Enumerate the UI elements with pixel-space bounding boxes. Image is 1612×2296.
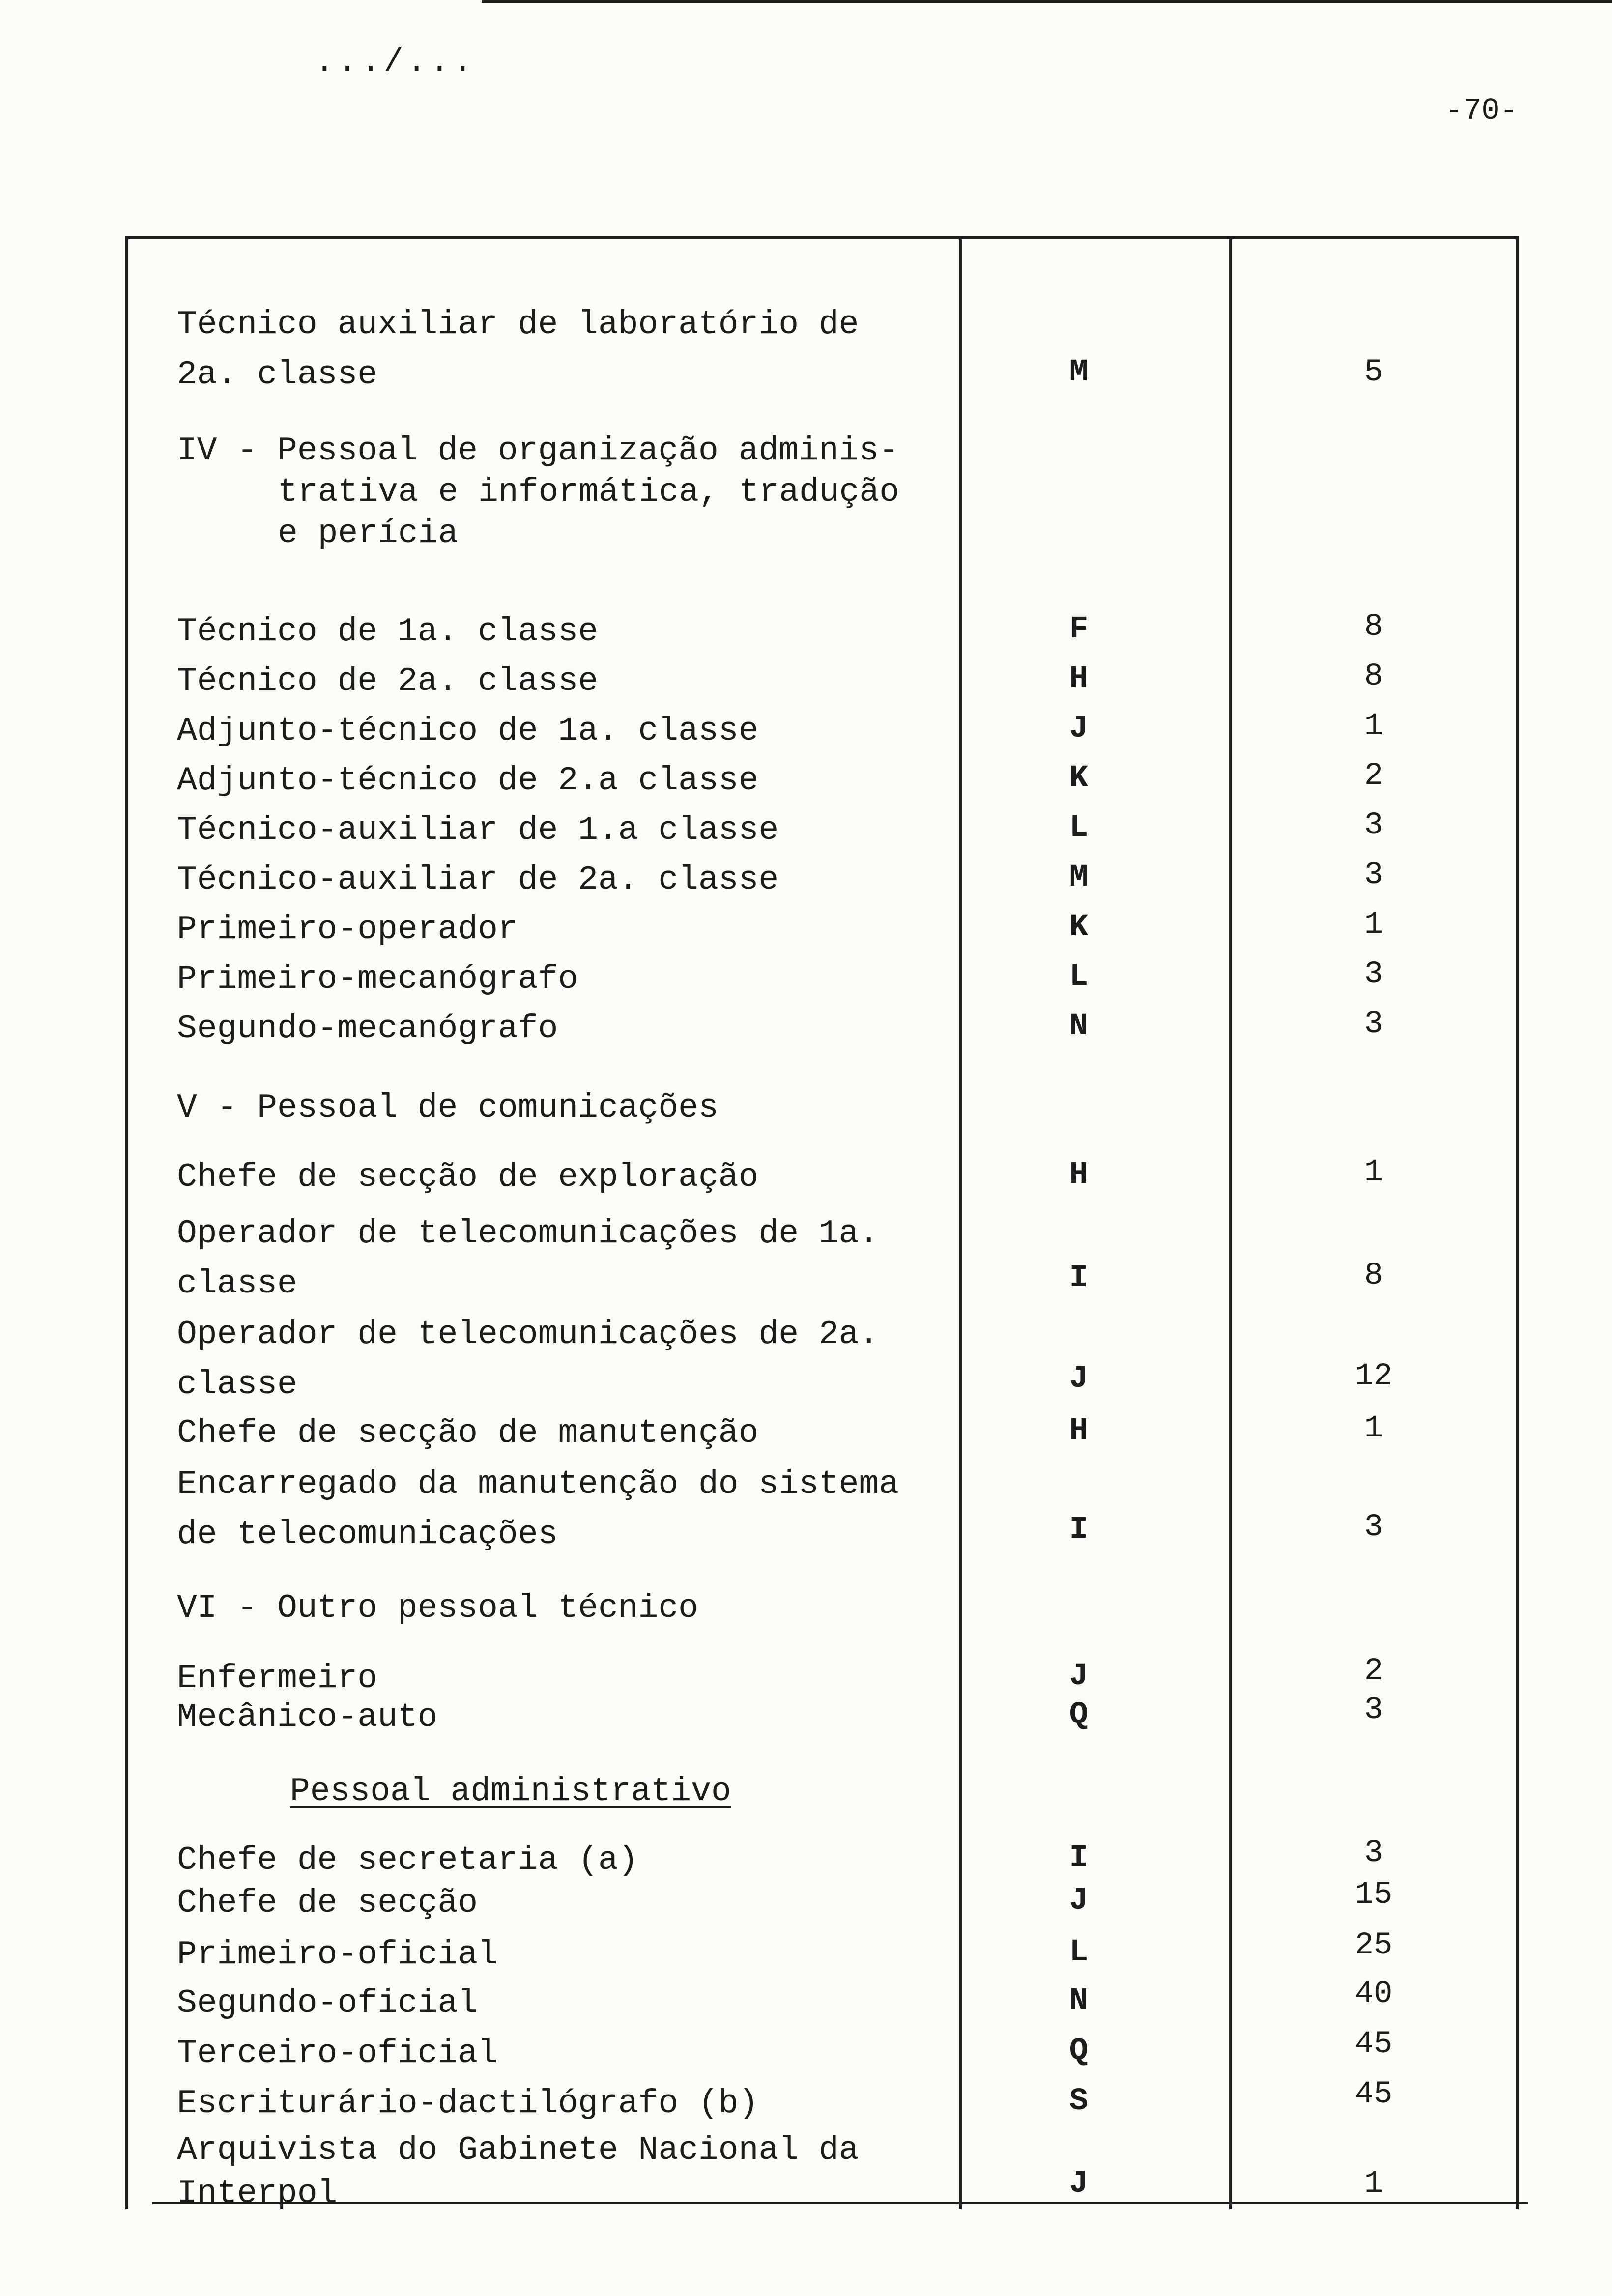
table-row-description: Primeiro-operador xyxy=(177,911,518,948)
table-row-description: Operador de telecomunicações de 1a. classe xyxy=(177,1215,879,1303)
table-row-description: Chefe de secção xyxy=(177,1884,478,1922)
table-row-quantity: 3 xyxy=(1364,1006,1383,1042)
table-row-category: J xyxy=(1069,1659,1089,1694)
table-row-category: I xyxy=(1069,1840,1089,1876)
section-heading-v: V - Pessoal de comunicações xyxy=(177,1089,719,1127)
table-row-quantity: 1 xyxy=(1364,907,1383,943)
table-row-category: S xyxy=(1069,2084,1089,2119)
section-heading-iv: IV - Pessoal de organização adminis- trativa e informática, tradução e perícia xyxy=(177,432,900,552)
table-row-description: Enfermeiro xyxy=(177,1660,378,1697)
table-row-quantity: 1 xyxy=(1364,1411,1383,1446)
table-row-description: Escriturário-dactilógrafo (b) xyxy=(177,2085,759,2123)
table-row-quantity: 2 xyxy=(1364,758,1383,794)
table-row-description: Mecânico-auto xyxy=(177,1698,438,1736)
table-row-quantity: 25 xyxy=(1354,1928,1393,1963)
table-row-quantity: 45 xyxy=(1354,2027,1393,2062)
table-row-description: Chefe de secretaria (a) xyxy=(177,1841,638,1879)
table-row-description: Técnico-auxiliar de 1.a classe xyxy=(177,811,779,849)
table-row-description: Chefe de secção de manutenção xyxy=(177,1414,759,1452)
table-row-quantity: 3 xyxy=(1364,1693,1383,1728)
table-row-category: H xyxy=(1069,661,1089,697)
table-row-category: Q xyxy=(1069,1697,1089,1733)
table-row-quantity: 5 xyxy=(1364,355,1383,390)
table-row-category: J xyxy=(1069,711,1089,746)
table-row-quantity: 3 xyxy=(1364,1836,1383,1871)
table-row-quantity: 2 xyxy=(1364,1654,1383,1689)
table-row-description: Técnico de 1a. classe xyxy=(177,613,598,651)
table-row-quantity: 40 xyxy=(1354,1977,1393,2012)
continuation-mark: .../... xyxy=(315,43,476,81)
table-row-category: N xyxy=(1069,1983,1089,2019)
table-row-category: Q xyxy=(1069,2034,1089,2069)
table-row-category: I xyxy=(1069,1261,1089,1296)
table-row-quantity: 3 xyxy=(1364,1510,1383,1545)
table-row-quantity: 8 xyxy=(1364,609,1383,645)
table-row-category: J xyxy=(1069,1361,1089,1397)
table-row-quantity: 1 xyxy=(1364,1155,1383,1190)
table-row-quantity: 8 xyxy=(1364,1258,1383,1293)
table-row-quantity: 3 xyxy=(1364,808,1383,843)
table-row-description: Primeiro-mecanógrafo xyxy=(177,960,578,998)
column-divider-quantity xyxy=(1229,239,1232,2209)
table-row-quantity: 1 xyxy=(1364,2166,1383,2202)
table-row-category: K xyxy=(1069,910,1089,945)
table-row-category: I xyxy=(1069,1512,1089,1548)
column-divider-category xyxy=(959,239,962,2209)
table-row-category: J xyxy=(1069,2166,1089,2202)
table-row-description: Operador de telecomunicações de 2a. classe xyxy=(177,1316,879,1404)
table-row-category: L xyxy=(1069,959,1089,995)
table-row-quantity: 3 xyxy=(1364,957,1383,992)
table-row-quantity: 3 xyxy=(1364,858,1383,893)
table-row-category: M xyxy=(1069,860,1089,895)
page-number: -70- xyxy=(1445,93,1518,128)
top-rule xyxy=(482,0,1612,3)
table-row-description: Adjunto-técnico de 2.a classe xyxy=(177,762,759,800)
table-row-description: Arquivista do Gabinete Nacional da Interpol xyxy=(177,2131,859,2212)
table-row-description: Adjunto-técnico de 1a. classe xyxy=(177,712,759,750)
table-row-description: Terceiro-oficial xyxy=(177,2035,498,2072)
table-row-category: N xyxy=(1069,1009,1089,1044)
table-row-category: F xyxy=(1069,612,1089,647)
table-row-quantity: 12 xyxy=(1354,1359,1393,1394)
table-row-category: H xyxy=(1069,1413,1089,1449)
table-row-quantity: 45 xyxy=(1354,2077,1393,2112)
table-row-description: Chefe de secção de exploração xyxy=(177,1158,759,1196)
table-row-category: L xyxy=(1069,1935,1089,1970)
table-row-quantity: 1 xyxy=(1364,709,1383,744)
table-row-description: Segundo-mecanógrafo xyxy=(177,1010,558,1048)
table-row-category: H xyxy=(1069,1157,1089,1193)
table-row-description: Encarregado da manutenção do sistema de telecomunicações xyxy=(177,1465,899,1553)
table-row-category: J xyxy=(1069,1883,1089,1919)
table-row-description: Técnico auxiliar de laboratório de 2a. classe xyxy=(177,306,859,394)
table-row-category: L xyxy=(1069,810,1089,846)
table-row-category: M xyxy=(1069,355,1089,390)
table-row-category: K xyxy=(1069,761,1089,796)
table-row-quantity: 8 xyxy=(1364,659,1383,694)
table-row-description: Técnico de 2a. classe xyxy=(177,662,598,700)
table-row-description: Segundo-oficial xyxy=(177,1984,478,2022)
table-row-description: Primeiro-oficial xyxy=(177,1936,498,1974)
table-row-quantity: 15 xyxy=(1354,1877,1393,1913)
section-heading-pessoal-administrativo: Pessoal administrativo xyxy=(290,1773,731,1810)
table-row-description: Técnico-auxiliar de 2a. classe xyxy=(177,861,779,899)
section-heading-vi: VI - Outro pessoal técnico xyxy=(177,1589,698,1627)
